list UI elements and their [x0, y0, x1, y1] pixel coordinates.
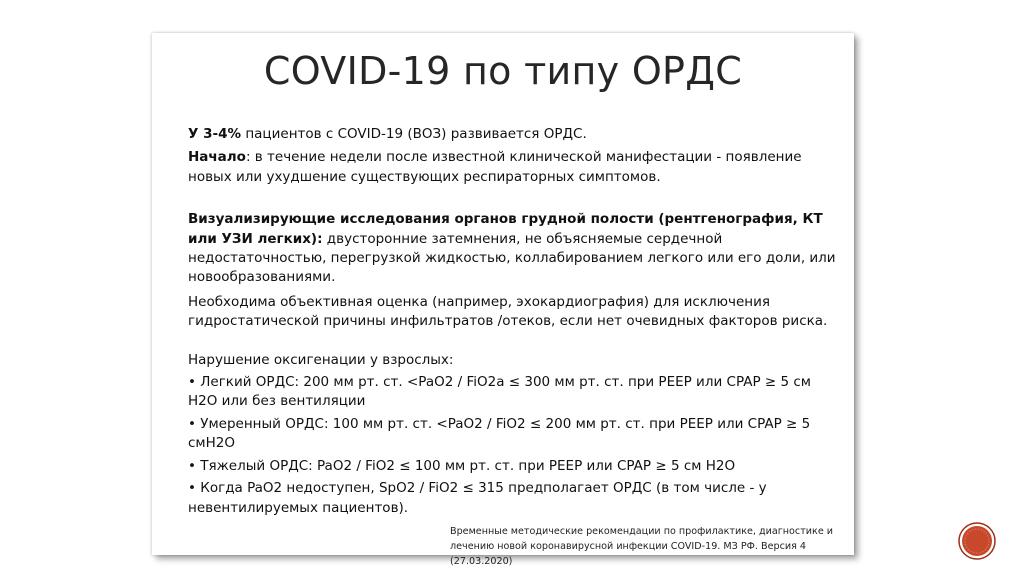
bullet-moderate: • Умеренный ОРДС: 100 мм рт. ст. <PaO2 / FiO2 ≤ 200 мм рт. ст. при PEEP или CPAP ≥ 5 смH2O	[188, 415, 811, 452]
slide-badge-icon	[958, 522, 996, 560]
source-footnote	[450, 524, 850, 569]
paragraph-oxygenation-heading: Нарушение оксигенации у взрослых:	[188, 351, 454, 368]
bullet-spo2: • Когда PaO2 недоступен, SpO2 / FiO2 ≤ 315 предполагает ОРДС (в том числе - у невентилируемых пациентов).	[188, 480, 767, 516]
paragraph-onset	[188, 148, 840, 187]
slide-page	[152, 33, 854, 567]
footnote-line-2: лечению новой коронавирусной инфекции COVID-19. МЗ РФ. Версия 4 (27.03.2020)	[450, 541, 807, 567]
imaging-bold: Визуализирующие исследования органов грудной полости (рентгенография, КТ или УЗИ легких):	[188, 211, 823, 247]
bullet-severe: • Тяжелый ОРДС: PaO2 / FiO2 ≤ 100 мм рт. ст. при PEEP или CPAP ≥ 5 см H2O	[188, 457, 736, 474]
onset-bold: Начало	[188, 149, 246, 166]
footnote-line-1: Временные методические рекомендации по профилактике, диагностике и	[450, 526, 834, 537]
paragraph-assessment: Необходима объективная оценка (например, эхокардиография) для исключения гидростатической причины инфильтратов /отеков, если нет очевидных факторов риска.	[188, 293, 828, 330]
paragraph-imaging	[188, 210, 840, 288]
slide-body	[188, 125, 840, 521]
paragraph-incidence	[188, 125, 840, 144]
slide-title: COVID-19 по типу ОРДС	[263, 49, 743, 93]
imaging-text: двусторонние затемнения, не объясняемые сердечной недостаточностью, перегрузкой жидкостью, коллабированием легкого или его доли, или новообразованиями.	[188, 230, 836, 286]
onset-text: : в течение недели после известной клинической манифестации - появление новых или ухудшение существующих респираторных симптомов.	[188, 149, 802, 185]
incidence-bold: У 3-4%	[188, 126, 242, 142]
incidence-text: пациентов с COVID-19 (ВОЗ) развивается ОРДС.	[241, 126, 587, 142]
bullet-mild: • Легкий ОРДС: 200 мм рт. ст. <PaO2 / FiO2a ≤ 300 мм рт. ст. при PEEP или CPAP ≥ 5 см H2O или без вентиляции	[188, 374, 811, 410]
